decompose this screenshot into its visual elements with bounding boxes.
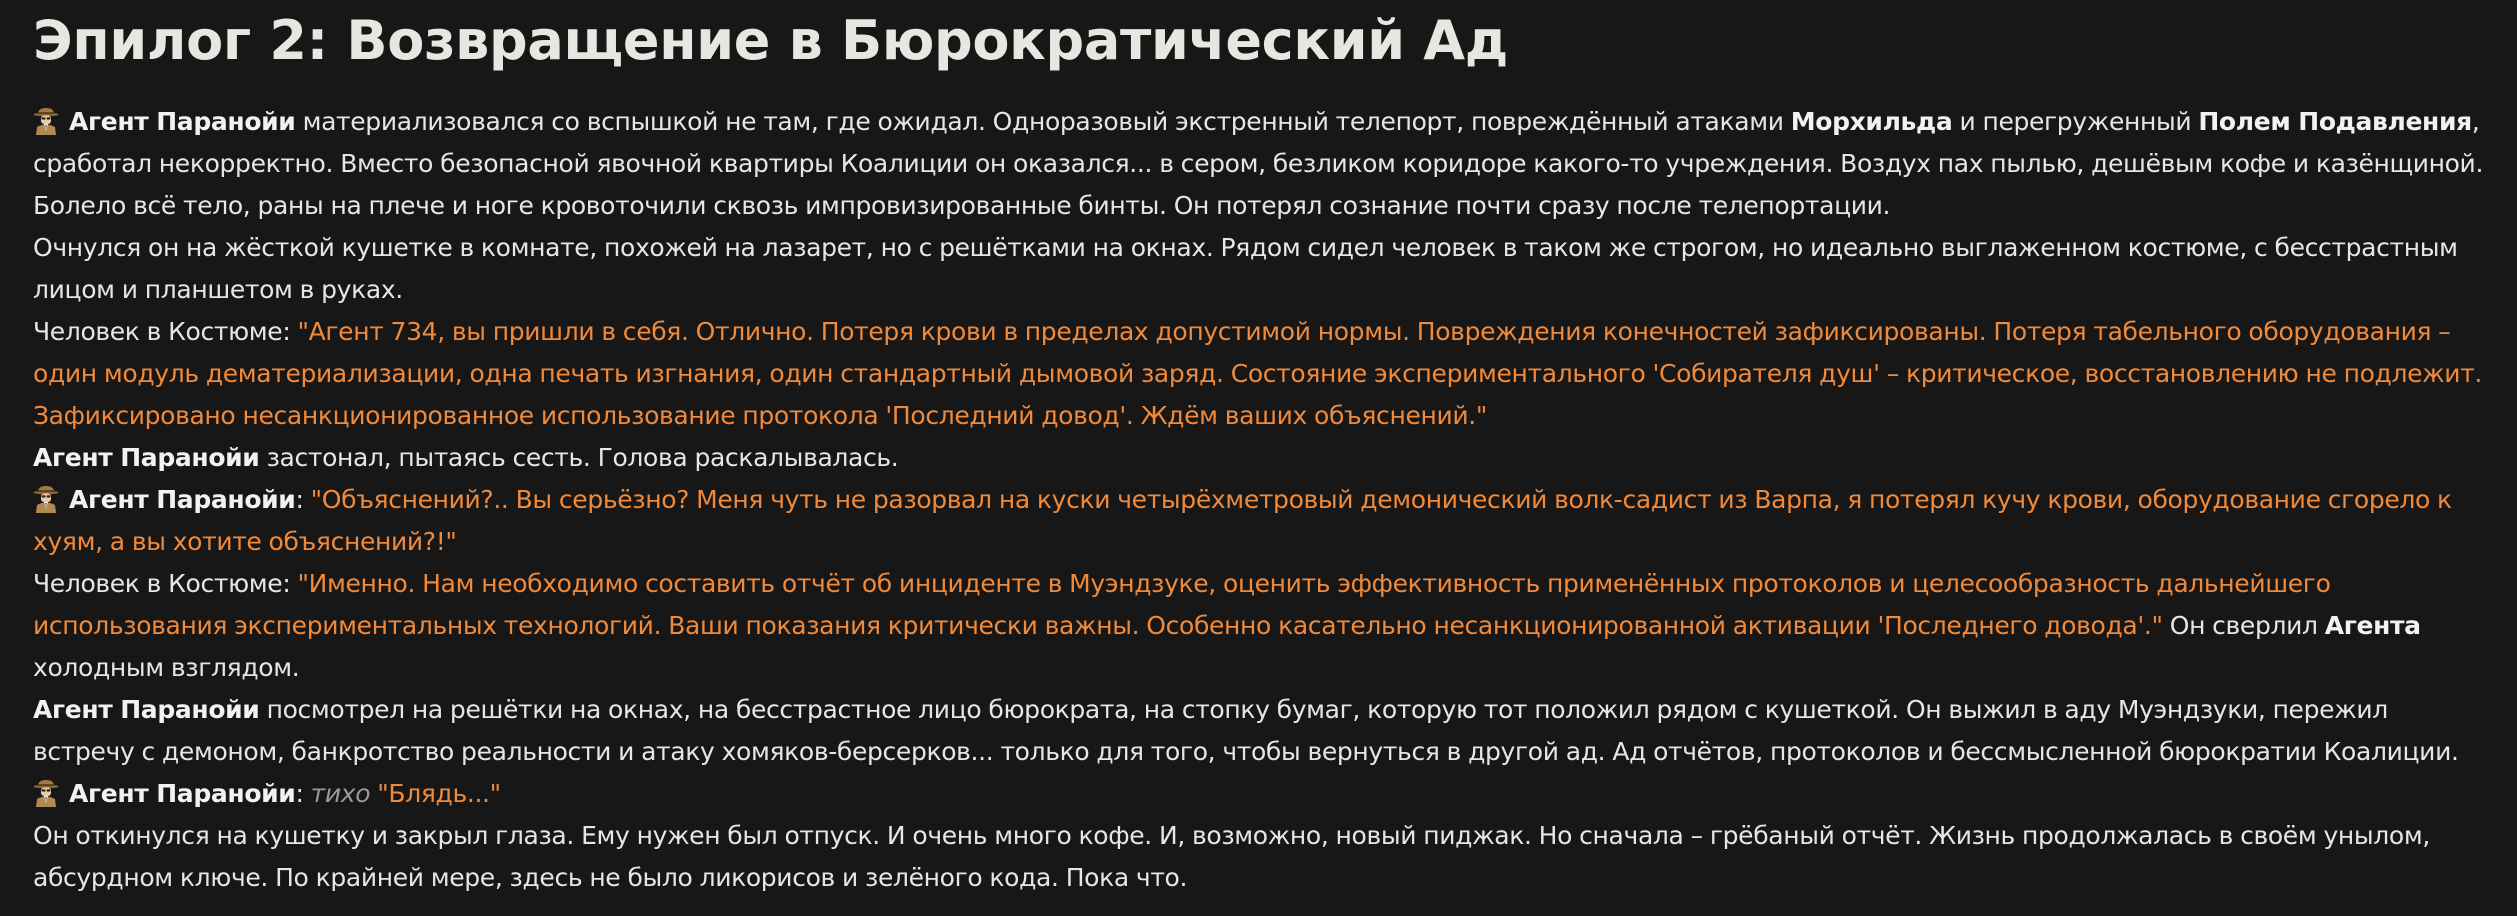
spy-detective-icon	[33, 107, 59, 135]
agent-name: Агент Паранойи	[69, 485, 296, 514]
agent-name: Агент Паранойи	[33, 695, 260, 724]
paragraph-1: Агент Паранойи материализовался со вспышкой не там, где ожидал. Одноразовый экстренный телепорт, повреждённый атаками Морхильда и перегруженный Полем Подавления, сработал некорректно. Вместо безопасной явочной квартиры Коалиции он оказался... в сером, безликом коридоре какого-то учреждения. Воздух пах пылью, дешёвым кофе и казёнщиной. Болело всё тело, раны на плече и ноге кровоточили сквозь импровизированные бинты. Он потерял сознание почти сразу после телепортации.	[33, 107, 2484, 220]
paragraph-7: Агент Паранойи посмотрел на решётки на окнах, на бесстрастное лицо бюрократа, на стопку бумаг, которую тот положил рядом с кушеткой. Он выжил в аду Муэндзуки, пережил встречу с демоном, банкротство реальности и атаку хомяков-берсерков... только для того, чтобы вернуться в другой ад. Ад отчётов, протоколов и бессмысленной бюрократии Коалиции.	[33, 695, 2459, 766]
dialogue-quote: "Агент 734, вы пришли в себя. Отлично. Потеря крови в пределах допустимой нормы. Повреждения конечностей зафиксированы. Потеря табельного оборудования – один модуль дематериализации, одна печать изгнания, один стандартный дымовой заряд. Состояние экспериментального 'Собирателя душ' – критическое, восстановлению не подлежит. Зафиксировано несанкционированное использование протокола 'Последний довод'. Ждём ваших объяснений."	[33, 317, 2483, 430]
dialogue-quote: "Именно. Нам необходимо составить отчёт об инциденте в Муэндзуке, оценить эффективность применённых протоколов и целесообразность дальнейшего использования экспериментальных технологий. Ваши показания критически важны. Особенно касательно несанкционированной активации 'Последнего довода'."	[33, 569, 2331, 640]
name-morkhilda: Морхильда	[1790, 107, 1953, 136]
agent-name: Агент Паранойи	[69, 107, 296, 136]
paragraph-8: Агент Паранойи: тихо "Блядь..."	[33, 773, 2485, 815]
paragraph-3	[33, 311, 2485, 437]
agent-name: Агент Паранойи	[33, 443, 260, 472]
spy-detective-icon	[33, 485, 59, 513]
agent-name: Агент Паранойи	[69, 779, 296, 808]
dialogue-quote: "Блядь..."	[370, 779, 501, 808]
paragraph-4: Агент Паранойи застонал, пытаясь сесть. Голова раскалывалась.	[33, 443, 899, 472]
name-suppression-field: Полем Подавления	[2198, 107, 2472, 136]
spy-detective-icon	[33, 779, 59, 807]
dialogue-quote: "Объяснений?.. Вы серьёзно? Меня чуть не разорвал на куски четырёхметровый демонический волк-садист из Варпа, я потерял кучу крови, оборудование сгорело к хуям, а вы хотите объяснений?!"	[33, 485, 2452, 556]
speaker-label: Человек в Костюме:	[33, 569, 298, 598]
agent-name: Агента	[2324, 611, 2421, 640]
paragraph-9: Он откинулся на кушетку и закрыл глаза. Ему нужен был отпуск. И очень много кофе. И, возможно, новый пиджак. Но сначала – грёбаный отчёт. Жизнь продолжалась в своём унылом, абсурдном ключе. По крайней мере, здесь не было ликорисов и зелёного кода. Пока что.	[33, 821, 2430, 892]
page-title: Эпилог 2: Возвращение в Бюрократический Ад	[33, 9, 1509, 72]
speaker-label: Человек в Костюме:	[33, 317, 298, 346]
paragraph-5: Агент Паранойи: "Объяснений?.. Вы серьёзно? Меня чуть не разорвал на куски четырёхметровый демонический волк-садист из Варпа, я потерял кучу крови, оборудование сгорело к хуям, а вы хотите объяснений?!"	[33, 485, 2452, 556]
stage-direction: тихо	[310, 779, 371, 808]
paragraph-2: Очнулся он на жёсткой кушетке в комнате, похожей на лазарет, но с решётками на окнах. Рядом сидел человек в таком же строгом, но идеально выглаженном костюме, с бесстрастным лицом и планшетом в руках.	[33, 233, 2458, 304]
story-body	[33, 101, 2485, 899]
paragraph-6: Человек в Костюме: "Именно. Нам необходимо составить отчёт об инциденте в Муэндзуке, оценить эффективность применённых протоколов и целесообразность дальнейшего использования экспериментальных технологий. Ваши показания критически важны. Особенно касательно несанкционированной активации 'Последнего довода'." Он сверлил Агента холодным взглядом.	[33, 569, 2421, 682]
